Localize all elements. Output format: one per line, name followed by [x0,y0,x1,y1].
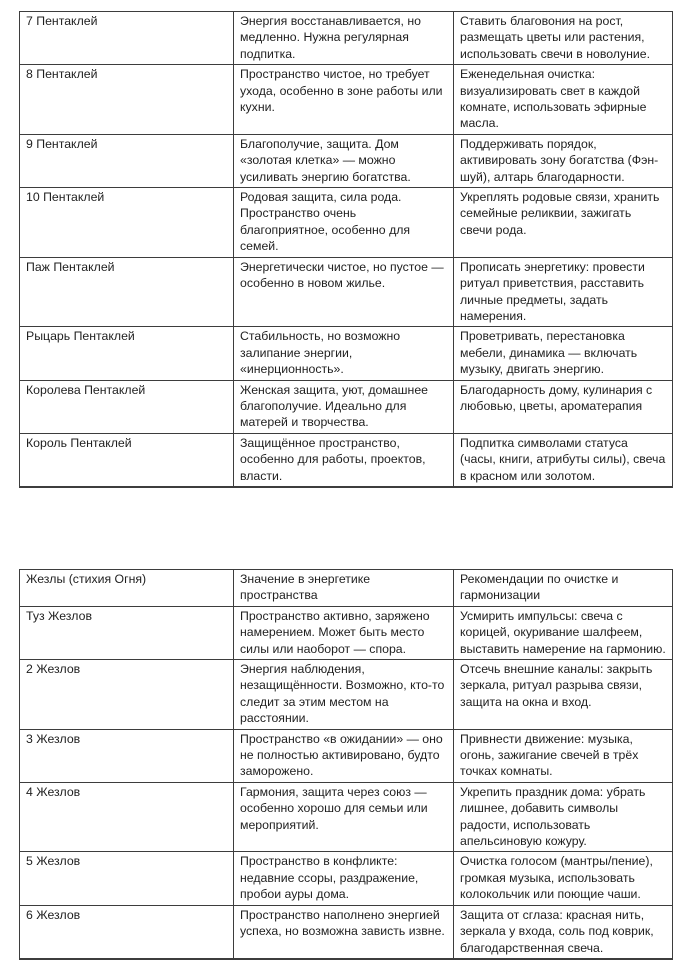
card-cell: 10 Пентаклей [20,188,234,258]
table-row [20,65,673,135]
recommendation-cell: Прописать энергетику: провести ритуал приветствия, расставить личные предметы, задать намерения. [454,257,673,327]
card-cell: Паж Пентаклей [20,257,234,327]
card-cell: 5 Жезлов [20,852,234,905]
meaning-header-cell: Значение в энергетике пространства [234,569,454,606]
recommendation-cell: Укреплять родовые связи, хранить семейные реликвии, зажигать свечи рода. [454,188,673,258]
card-cell: 7 Пентаклей [20,12,234,65]
meaning-cell: Благополучие, защита. Дом «золотая клетка» — можно усиливать энергию богатства. [234,134,454,187]
meaning-cell: Энергетически чистое, но пустое — особенно в новом жилье. [234,257,454,327]
meaning-cell: Пространство «в ожидании» — оно не полностью активировано, будто заморожено. [234,729,454,782]
card-cell: 6 Жезлов [20,905,234,959]
recommendation-cell: Привнести движение: музыка, огонь, зажигание свечей в трёх точках комнаты. [454,729,673,782]
table-row [20,782,673,852]
recommendation-cell: Проветривать, перестановка мебели, динамика — включать музыку, двигать энергию. [454,327,673,380]
wands-table [19,569,673,960]
table-row [20,660,673,730]
recommendation-cell: Очистка голосом (мантры/пение), громкая музыка, использовать колокольчик или поющие чаши. [454,852,673,905]
meaning-cell: Родовая защита, сила рода. Пространство очень благоприятное, особенно для семей. [234,188,454,258]
table-row [20,188,673,258]
pentacles-table [19,11,673,488]
recommendation-cell: Благодарность дому, кулинария с любовью, цветы, ароматерапия [454,380,673,433]
meaning-cell: Энергия наблюдения, незащищённости. Возможно, кто-то следит за этим местом на расстоянии. [234,660,454,730]
header-row [20,569,673,606]
table-row [20,257,673,327]
recommendation-cell: Еженедельная очистка: визуализировать свет в каждой комнате, использовать эфирные масла. [454,65,673,135]
meaning-cell: Защищённое пространство, особенно для работы, проектов, власти. [234,433,454,487]
meaning-cell: Гармония, защита через союз — особенно хорошо для семьи или мероприятий. [234,782,454,852]
table-row [20,380,673,433]
table-row [20,12,673,65]
recommendation-cell: Укрепить праздник дома: убрать лишнее, добавить символы радости, использовать апельсиновую кожуру. [454,782,673,852]
table-row [20,729,673,782]
meaning-cell: Женская защита, уют, домашнее благополучие. Идеально для матерей и творчества. [234,380,454,433]
table-row [20,433,673,487]
card-cell: 8 Пентаклей [20,65,234,135]
card-cell: 3 Жезлов [20,729,234,782]
recommendation-cell: Поддерживать порядок, активировать зону богатства (Фэн-шуй), алтарь благодарности. [454,134,673,187]
table-row [20,852,673,905]
card-header-cell: Жезлы (стихия Огня) [20,569,234,606]
recommendation-cell: Защита от сглаза: красная нить, зеркала у входа, соль под коврик, благодарственная свеча. [454,905,673,959]
recommendation-cell: Отсечь внешние каналы: закрыть зеркала, ритуал разрыва связи, защита на окна и вход. [454,660,673,730]
meaning-cell: Пространство активно, заряжено намерением. Может быть место силы или наоборот — спора. [234,606,454,659]
card-cell: 9 Пентаклей [20,134,234,187]
card-cell: Туз Жезлов [20,606,234,659]
meaning-cell: Пространство в конфликте: недавние ссоры, раздражение, пробои ауры дома. [234,852,454,905]
table-row [20,134,673,187]
meaning-cell: Пространство чистое, но требует ухода, особенно в зоне работы или кухни. [234,65,454,135]
recommendation-header-cell: Рекомендации по очистке и гармонизации [454,569,673,606]
table-row [20,606,673,659]
card-cell: Король Пентаклей [20,433,234,487]
table-row [20,905,673,959]
meaning-cell: Стабильность, но возможно залипание энергии, «инерционность». [234,327,454,380]
card-cell: Рыцарь Пентаклей [20,327,234,380]
recommendation-cell: Усмирить импульсы: свеча с корицей, окуривание шалфеем, выставить намерение на гармонию. [454,606,673,659]
meaning-cell: Энергия восстанавливается, но медленно. Нужна регулярная подпитка. [234,12,454,65]
table-row [20,327,673,380]
recommendation-cell: Ставить благовония на рост, размещать цветы или растения, использовать свечи в новолуние. [454,12,673,65]
recommendation-cell: Подпитка символами статуса (часы, книги, атрибуты силы), свеча в красном или золотом. [454,433,673,487]
meaning-cell: Пространство наполнено энергией успеха, но возможна зависть извне. [234,905,454,959]
card-cell: 2 Жезлов [20,660,234,730]
card-cell: Королева Пентаклей [20,380,234,433]
table-gap [19,488,672,569]
card-cell: 4 Жезлов [20,782,234,852]
